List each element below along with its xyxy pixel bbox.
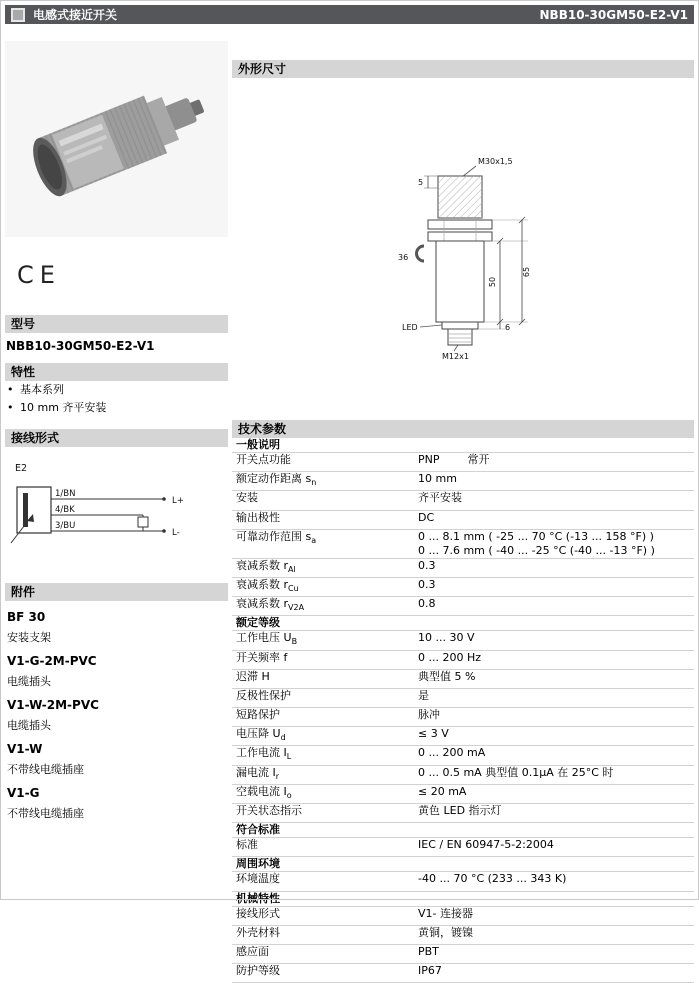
accessory-desc: 不带线电缆插座 (7, 763, 84, 776)
spec-value: 齐平安装 (418, 491, 462, 505)
spec-value: 0 ... 200 Hz (418, 650, 482, 664)
spec-label: 外壳材料 (236, 925, 280, 939)
svg-text:M30x1,5: M30x1,5 (478, 157, 513, 166)
bullet: • (7, 383, 14, 396)
accessory-name: BF 30 (7, 610, 46, 624)
spec-value: 脉冲 (418, 708, 440, 722)
spec-group-title: 符合标准 (232, 823, 694, 838)
spec-row (232, 651, 694, 670)
spec-label: 工作电压 $U_B$ (236, 631, 298, 647)
spec-row (232, 727, 694, 746)
spec-group-title: 额定等级 (232, 616, 694, 631)
accessory-name: V1-G (7, 786, 40, 800)
spec-label: 漏电流 $I_r$ (236, 765, 280, 781)
accessories-list (5, 610, 228, 821)
svg-text:LED: LED (402, 323, 418, 332)
header-category-title: 电感式接近开关 (33, 8, 118, 22)
spec-row (232, 631, 694, 650)
svg-text:L-: L- (172, 528, 180, 538)
bullet: • (7, 401, 14, 414)
spec-label: 额定动作距离 $s_n$ (236, 472, 317, 488)
spec-label: 工作电流 $I_L$ (236, 746, 292, 762)
spec-label: 标准 (236, 838, 258, 852)
spec-row (232, 926, 694, 945)
spec-value: 0 ... 0.5 mA 典型值 0.1µA 在 25°C 时 (418, 765, 614, 779)
spec-label: 衰减系数 $r_{V2A}$ (236, 597, 305, 613)
spec-value: 典型值 5 % (418, 669, 476, 683)
spec-value: 10 ... 30 V (418, 631, 475, 645)
spec-value: 0.3 (418, 558, 436, 572)
spec-value: ≤ 3 V (418, 727, 449, 741)
product-photo (5, 41, 228, 237)
product-category-icon (11, 8, 25, 22)
spec-label: 开关频率 f (236, 650, 288, 664)
spec-row (232, 559, 694, 578)
spec-value: PNP 常开 (418, 453, 490, 466)
ce-mark: CE (17, 261, 61, 289)
spec-row (232, 453, 694, 472)
spec-group-title: 一般说明 (232, 438, 694, 453)
spec-row (232, 578, 694, 597)
right-column (232, 60, 694, 983)
header-left (11, 6, 117, 23)
accessory-desc: 电缆插头 (7, 719, 51, 732)
spec-value: 10 mm (418, 472, 457, 486)
svg-text:4/BK: 4/BK (55, 505, 75, 515)
spec-value: ≤ 20 mA (418, 784, 467, 798)
spec-label: 感应面 (236, 944, 269, 958)
spec-label: 环境温度 (236, 872, 280, 886)
spec-label: 衰减系数 $r_{Cu}$ (236, 577, 299, 594)
spec-value: 黄色 LED 指示灯 (418, 804, 502, 817)
spec-value: 0 ... 200 mA (418, 746, 486, 760)
spec-row (232, 689, 694, 708)
tech-table (232, 438, 694, 983)
spec-row (232, 530, 694, 559)
features-section-header: 特性 (5, 363, 228, 381)
spec-row (232, 838, 694, 857)
spec-row (232, 766, 694, 785)
svg-text:65: 65 (522, 266, 531, 278)
spec-value: DC (418, 510, 435, 524)
spec-label: 开关点功能 (236, 453, 291, 466)
spec-group-title: 周围环境 (232, 857, 694, 872)
spec-row (232, 746, 694, 765)
spec-value: 0.3 (418, 577, 436, 591)
feature-text: 基本系列 (20, 383, 64, 396)
accessories-section-header: 附件 (5, 583, 228, 601)
spec-value: 0.8 (418, 597, 436, 611)
spec-label: 开关状态指示 (236, 804, 302, 817)
spec-row (232, 804, 694, 823)
spec-label: 衰减系数 $r_{Al}$ (236, 558, 296, 574)
wiring-diagram (5, 455, 215, 567)
accessory-name: V1-W (7, 742, 43, 756)
dimensions-section-header: 外形尺寸 (232, 60, 694, 78)
svg-text:5: 5 (418, 178, 424, 187)
svg-text:E2: E2 (15, 463, 28, 474)
accessory-name: V1-G-2M-PVC (7, 654, 97, 668)
wiring-section-header: 接线形式 (5, 429, 228, 447)
accessory-name: V1-W-2M-PVC (7, 698, 99, 712)
spec-label: 迟滞 H (236, 669, 270, 683)
spec-row (232, 597, 694, 616)
model-number-text: NBB10-30GM50-E2-V1 (6, 339, 155, 353)
spec-row (232, 670, 694, 689)
spec-value: IP67 (418, 964, 442, 978)
spec-label: 空载电流 $I_o$ (236, 784, 292, 800)
spec-value: V1- 连接器 (418, 906, 473, 920)
header-model-number: NBB10-30GM50-E2-V1 (539, 7, 688, 22)
accessory-desc: 电缆插头 (7, 675, 51, 688)
spec-group-title: 机械特性 (232, 892, 694, 907)
accessory-desc: 不带线电缆插座 (7, 807, 84, 820)
spec-label: 电压降 $U_d$ (236, 727, 286, 743)
spec-value: -40 ... 70 °C (233 ... 343 K) (418, 872, 567, 886)
spec-value: 黄铜，镀镍 (418, 925, 473, 939)
svg-text:M12x1: M12x1 (442, 352, 469, 361)
spec-row (232, 491, 694, 510)
spec-value: PBT (418, 944, 439, 958)
feature-item (5, 381, 228, 399)
feature-item (5, 399, 228, 417)
spec-label: 输出极性 (236, 510, 280, 524)
dimension-drawing (382, 154, 582, 364)
svg-text:1/BN: 1/BN (55, 489, 76, 499)
spec-row (232, 964, 694, 983)
feature-text: 10 mm 齐平安装 (20, 401, 107, 414)
svg-text:36: 36 (398, 253, 409, 262)
spec-label: 防护等级 (236, 964, 280, 978)
spec-row (232, 708, 694, 727)
svg-text:50: 50 (488, 276, 497, 288)
spec-value: 0 ... 8.1 mm ( -25 ... 70 °C (-13 ... 158 °F) ) 0 ... 7.6 mm ( -40 ... -25 °C (-40 ... -13 °F) ) (418, 529, 655, 557)
svg-text:L+: L+ (172, 496, 184, 506)
spec-row (232, 872, 694, 891)
spec-row (232, 785, 694, 804)
spec-row (232, 945, 694, 964)
spec-label: 接线形式 (236, 906, 280, 920)
spec-label: 短路保护 (236, 708, 280, 722)
spec-value: IEC / EN 60947-5-2:2004 (418, 838, 554, 852)
model-section-header: 型号 (5, 315, 228, 333)
header-bar (5, 5, 694, 24)
svg-text:3/BU: 3/BU (55, 521, 76, 531)
dimension-drawing-area (232, 78, 694, 420)
spec-label: 安装 (236, 491, 258, 505)
tech-section-header: 技术参数 (232, 420, 694, 438)
spec-label: 反极性保护 (236, 688, 291, 702)
left-column (5, 24, 228, 821)
spec-row (232, 907, 694, 926)
spec-label: 可靠动作范围 $s_a$ (236, 529, 317, 545)
spec-row (232, 511, 694, 530)
svg-text:6: 6 (505, 323, 511, 332)
spec-value: 是 (418, 688, 429, 702)
accessory-desc: 安装支架 (7, 631, 51, 644)
spec-row (232, 472, 694, 491)
